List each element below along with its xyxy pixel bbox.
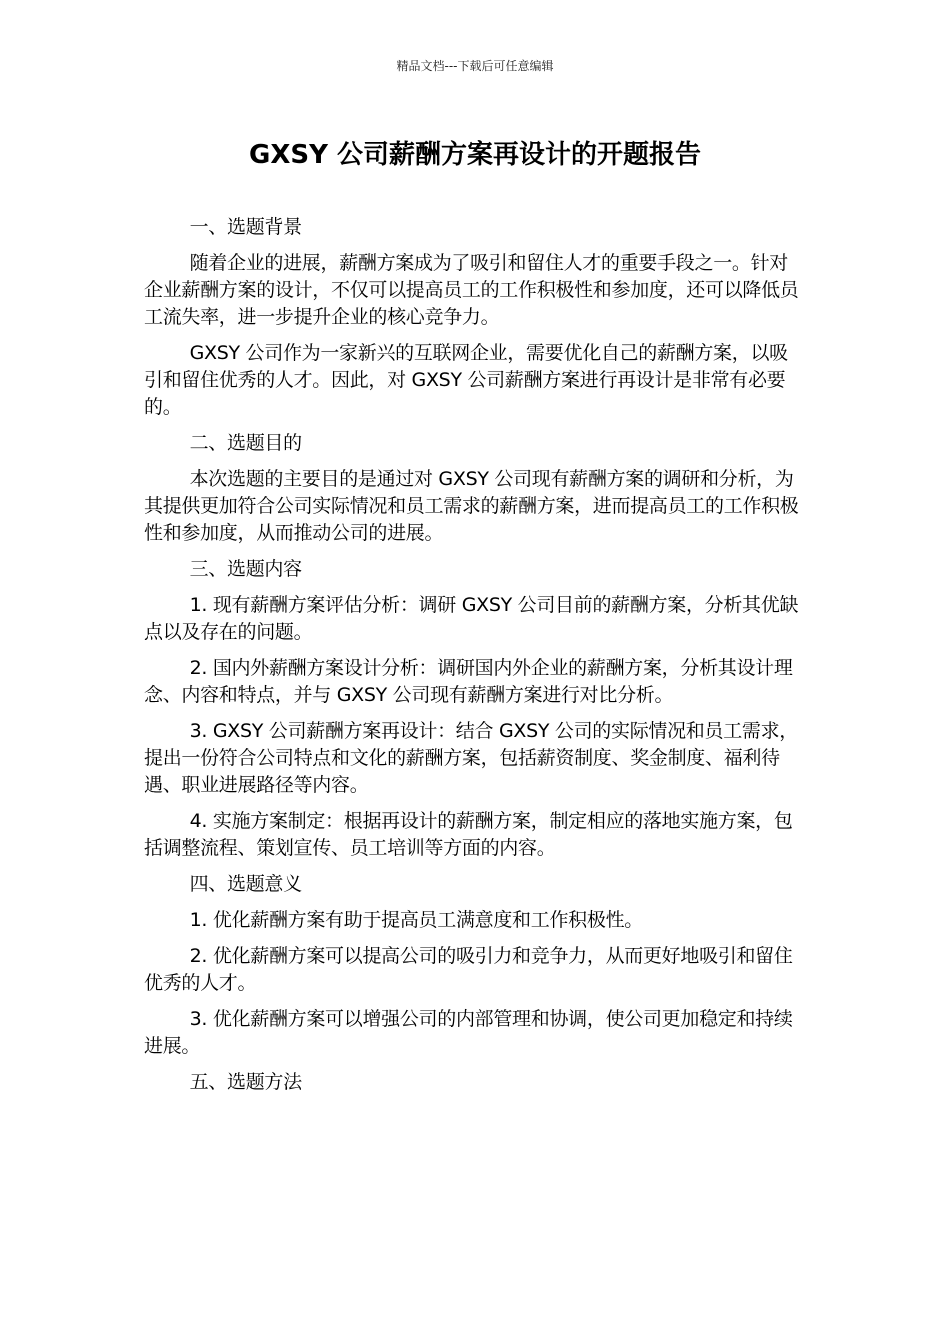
section-heading-significance: 四、选题意义 xyxy=(189,873,302,895)
section-heading-background: 一、选题背景 xyxy=(189,216,302,238)
paragraph-purpose: 本次选题的主要目的是通过对 GXSY 公司现有薪酬方案的调研和分析，为其提供更加符合公司实际情况和员工需求的薪酬方案，进而提高员工的工作积极性和参加度，从而推动公司的进展。 xyxy=(144,468,799,544)
section-heading-method: 五、选题方法 xyxy=(189,1071,302,1093)
section-heading-purpose: 二、选题目的 xyxy=(189,432,302,454)
list-item-significance-2: 2. 优化薪酬方案可以提高公司的吸引力和竞争力，从而更好地吸引和留住优秀的人才。 xyxy=(144,945,793,994)
section-heading-content: 三、选题内容 xyxy=(189,558,302,580)
list-item-content-2: 2. 国内外薪酬方案设计分析：调研国内外企业的薪酬方案，分析其设计理念、内容和特点，并与 GXSY 公司现有薪酬方案进行对比分析。 xyxy=(144,657,793,706)
header-note: 精品文档---下载后可任意编辑 xyxy=(396,59,554,73)
list-item-content-3: 3. GXSY 公司薪酬方案再设计：结合 GXSY 公司的实际情况和员工需求，提出一份符合公司特点和文化的薪酬方案，包括薪资制度、奖金制度、福利待遇、职业进展路径等内容。 xyxy=(144,720,798,796)
document-body xyxy=(144,214,806,1105)
document-title: GXSY 公司薪酬方案再设计的开题报告 xyxy=(249,140,701,170)
list-item-significance-1: 1. 优化薪酬方案有助于提高员工满意度和工作积极性。 xyxy=(189,909,643,931)
list-item-significance-3: 3. 优化薪酬方案可以增强公司的内部管理和协调，使公司更加稳定和持续进展。 xyxy=(144,1008,793,1057)
list-item-content-4: 4. 实施方案制定：根据再设计的薪酬方案，制定相应的落地实施方案，包括调整流程、策划宣传、员工培训等方面的内容。 xyxy=(144,810,793,859)
paragraph-background-1: 随着企业的进展，薪酬方案成为了吸引和留住人才的重要手段之一。针对企业薪酬方案的设计，不仅可以提高员工的工作积极性和参加度，还可以降低员工流失率，进一步提升企业的核心竞争力。 xyxy=(144,252,799,328)
paragraph-background-2: GXSY 公司作为一家新兴的互联网企业，需要优化自己的薪酬方案，以吸引和留住优秀的人才。因此，对 GXSY 公司薪酬方案进行再设计是非常有必要的。 xyxy=(144,342,788,418)
list-item-content-1: 1. 现有薪酬方案评估分析：调研 GXSY 公司目前的薪酬方案，分析其优缺点以及存在的问题。 xyxy=(144,594,799,643)
